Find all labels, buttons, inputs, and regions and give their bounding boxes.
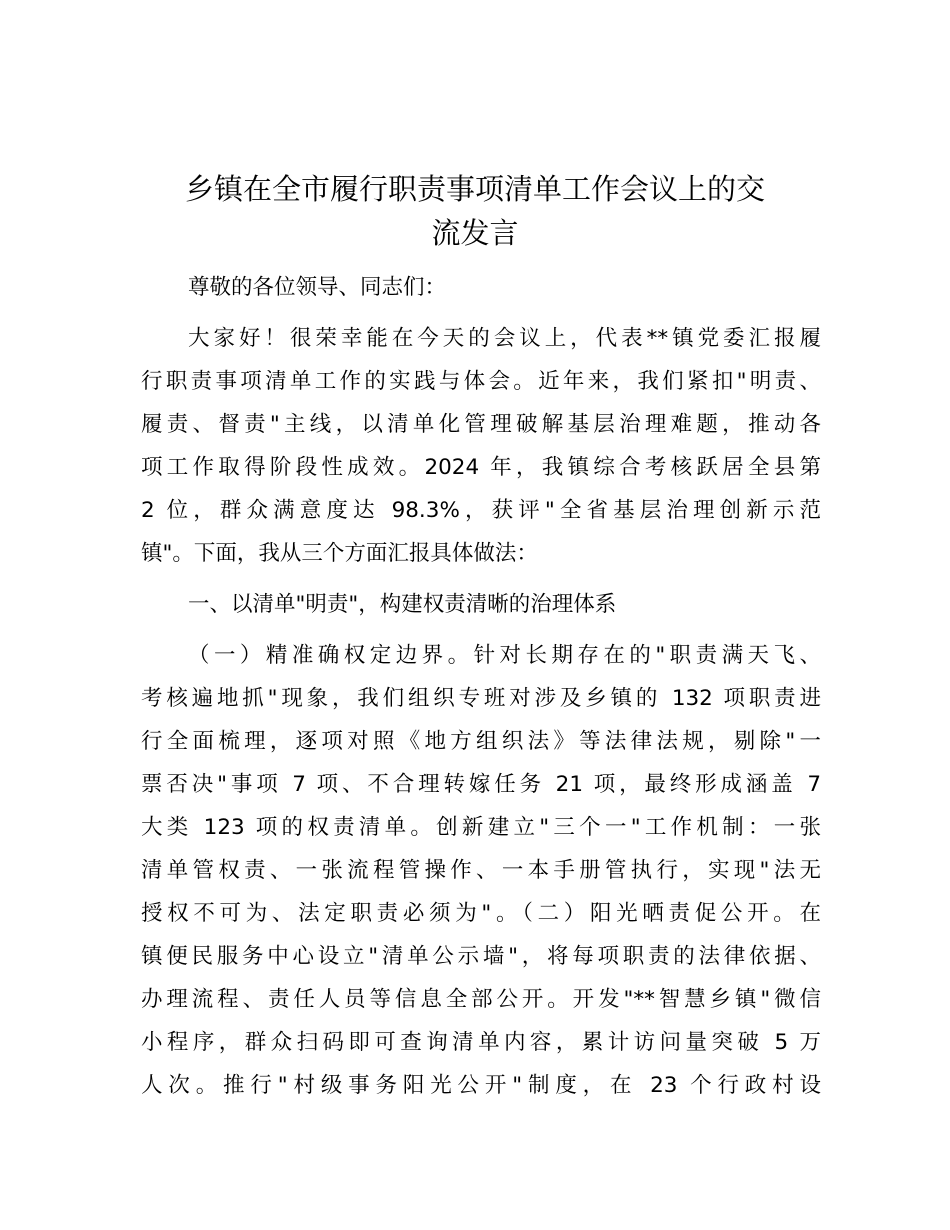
section-1-line-3: 行全面梳理，逐项对照《地方组织法》等法律法规，剔除"一 [141, 729, 821, 754]
section-1-line-1: （一）精准确权定边界。针对长期存在的"职责满天飞、 [188, 643, 821, 668]
intro-line-1: 大家好！很荣幸能在今天的会议上，代表**镇党委汇报履 [188, 326, 821, 351]
section-1-heading-line: 一、以清单"明责"，构建权责清晰的治理体系 [188, 592, 617, 617]
title-line-1: 乡镇在全市履行职责事项清单工作会议上的交 [184, 172, 765, 206]
section-1-line-10: 小程序，群众扫码即可查询清单内容，累计访问量突破 5 万 [141, 1030, 821, 1055]
section-1-line-8: 镇便民服务中心设立"清单公示墙"，将每项职责的法律依据、 [141, 944, 821, 969]
intro-line-2: 行职责事项清单工作的实践与体会。近年来，我们紧扣"明责、 [141, 369, 821, 394]
document-title [140, 167, 810, 255]
title-line-2: 流发言 [431, 216, 519, 250]
section-1-line-11: 人次。推行"村级事务阳光公开"制度，在 23 个行政村设 [141, 1073, 821, 1098]
section-1-line-9: 办理流程、责任人员等信息全部公开。开发"**智慧乡镇"微信 [141, 987, 821, 1012]
section-1-heading [141, 583, 821, 626]
section-1-line-7: 授权不可为、法定职责必须为"。（二）阳光晒责促公开。在 [141, 901, 821, 926]
intro-line-6: 镇"。下面，我从三个方面汇报具体做法： [141, 541, 538, 566]
salutation [141, 266, 821, 309]
section-1-line-2: 考核遍地抓"现象，我们组织专班对涉及乡镇的 132 项职责进 [141, 686, 821, 711]
section-1-paragraph [141, 634, 821, 1107]
intro-line-4: 项工作取得阶段性成效。2024 年，我镇综合考核跃居全县第 [141, 455, 821, 480]
intro-paragraph [141, 317, 821, 575]
salutation-line: 尊敬的各位领导、同志们： [188, 275, 447, 300]
section-1-line-4: 票否决"事项 7 项、不合理转嫁任务 21 项，最终形成涵盖 7 [141, 772, 821, 797]
section-1-line-6: 清单管权责、一张流程管操作、一本手册管执行，实现"法无 [141, 858, 821, 883]
intro-line-3: 履责、督责"主线，以清单化管理破解基层治理难题，推动各 [141, 412, 821, 437]
document-body [141, 266, 821, 1107]
intro-line-5: 2 位，群众满意度达 98.3%，获评"全省基层治理创新示范 [141, 498, 821, 523]
section-1-line-5: 大类 123 项的权责清单。创新建立"三个一"工作机制：一张 [141, 815, 821, 840]
